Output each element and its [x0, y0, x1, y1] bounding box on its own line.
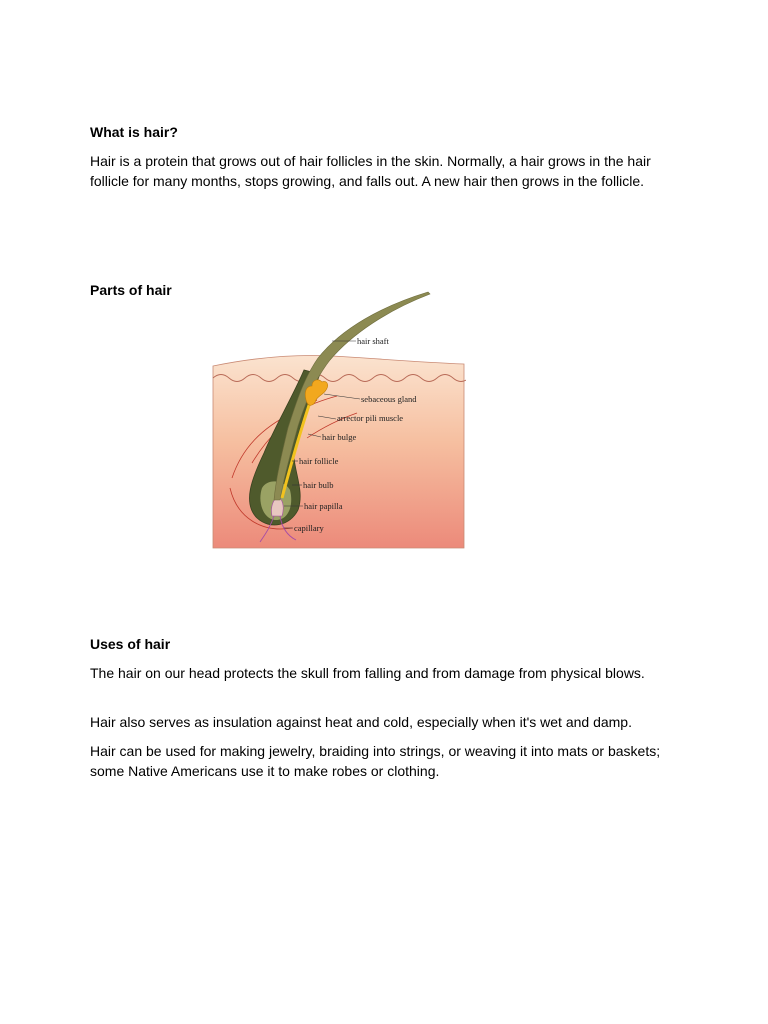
label-hair-shaft: hair shaft — [357, 336, 389, 346]
label-hair-bulge: hair bulge — [322, 432, 357, 442]
label-hair-bulb: hair bulb — [303, 480, 334, 490]
paragraph-uses-2: Hair also serves as insulation against heat and cold, especially when it's wet and damp. — [90, 714, 632, 730]
label-hair-follicle: hair follicle — [299, 456, 339, 466]
label-arrector-pili-muscle: arrector pili muscle — [337, 413, 404, 423]
label-capillary: capillary — [294, 523, 324, 533]
label-sebaceous-gland: sebaceous gland — [361, 394, 417, 404]
heading-uses-of-hair: Uses of hair — [90, 636, 171, 652]
hair-structure-diagram — [212, 288, 466, 550]
heading-what-is-hair: What is hair? — [90, 124, 178, 140]
heading-parts-of-hair: Parts of hair — [90, 282, 172, 298]
paragraph-hair-definition: Hair is a protein that grows out of hair follicles in the skin. Normally, a hair grows in the hair follicle for many months, stops growing, and falls out. A new hair then grows in the follicle. — [90, 153, 651, 189]
label-hair-papilla: hair papilla — [304, 501, 343, 511]
skin-layer — [213, 355, 464, 548]
paragraph-uses-3: Hair can be used for making jewelry, braiding into strings, or weaving it into mats or baskets; some Native Americans use it to make robes or clothing. — [90, 743, 661, 779]
paragraph-uses-1: The hair on our head protects the skull from falling and from damage from physical blows. — [90, 665, 645, 681]
